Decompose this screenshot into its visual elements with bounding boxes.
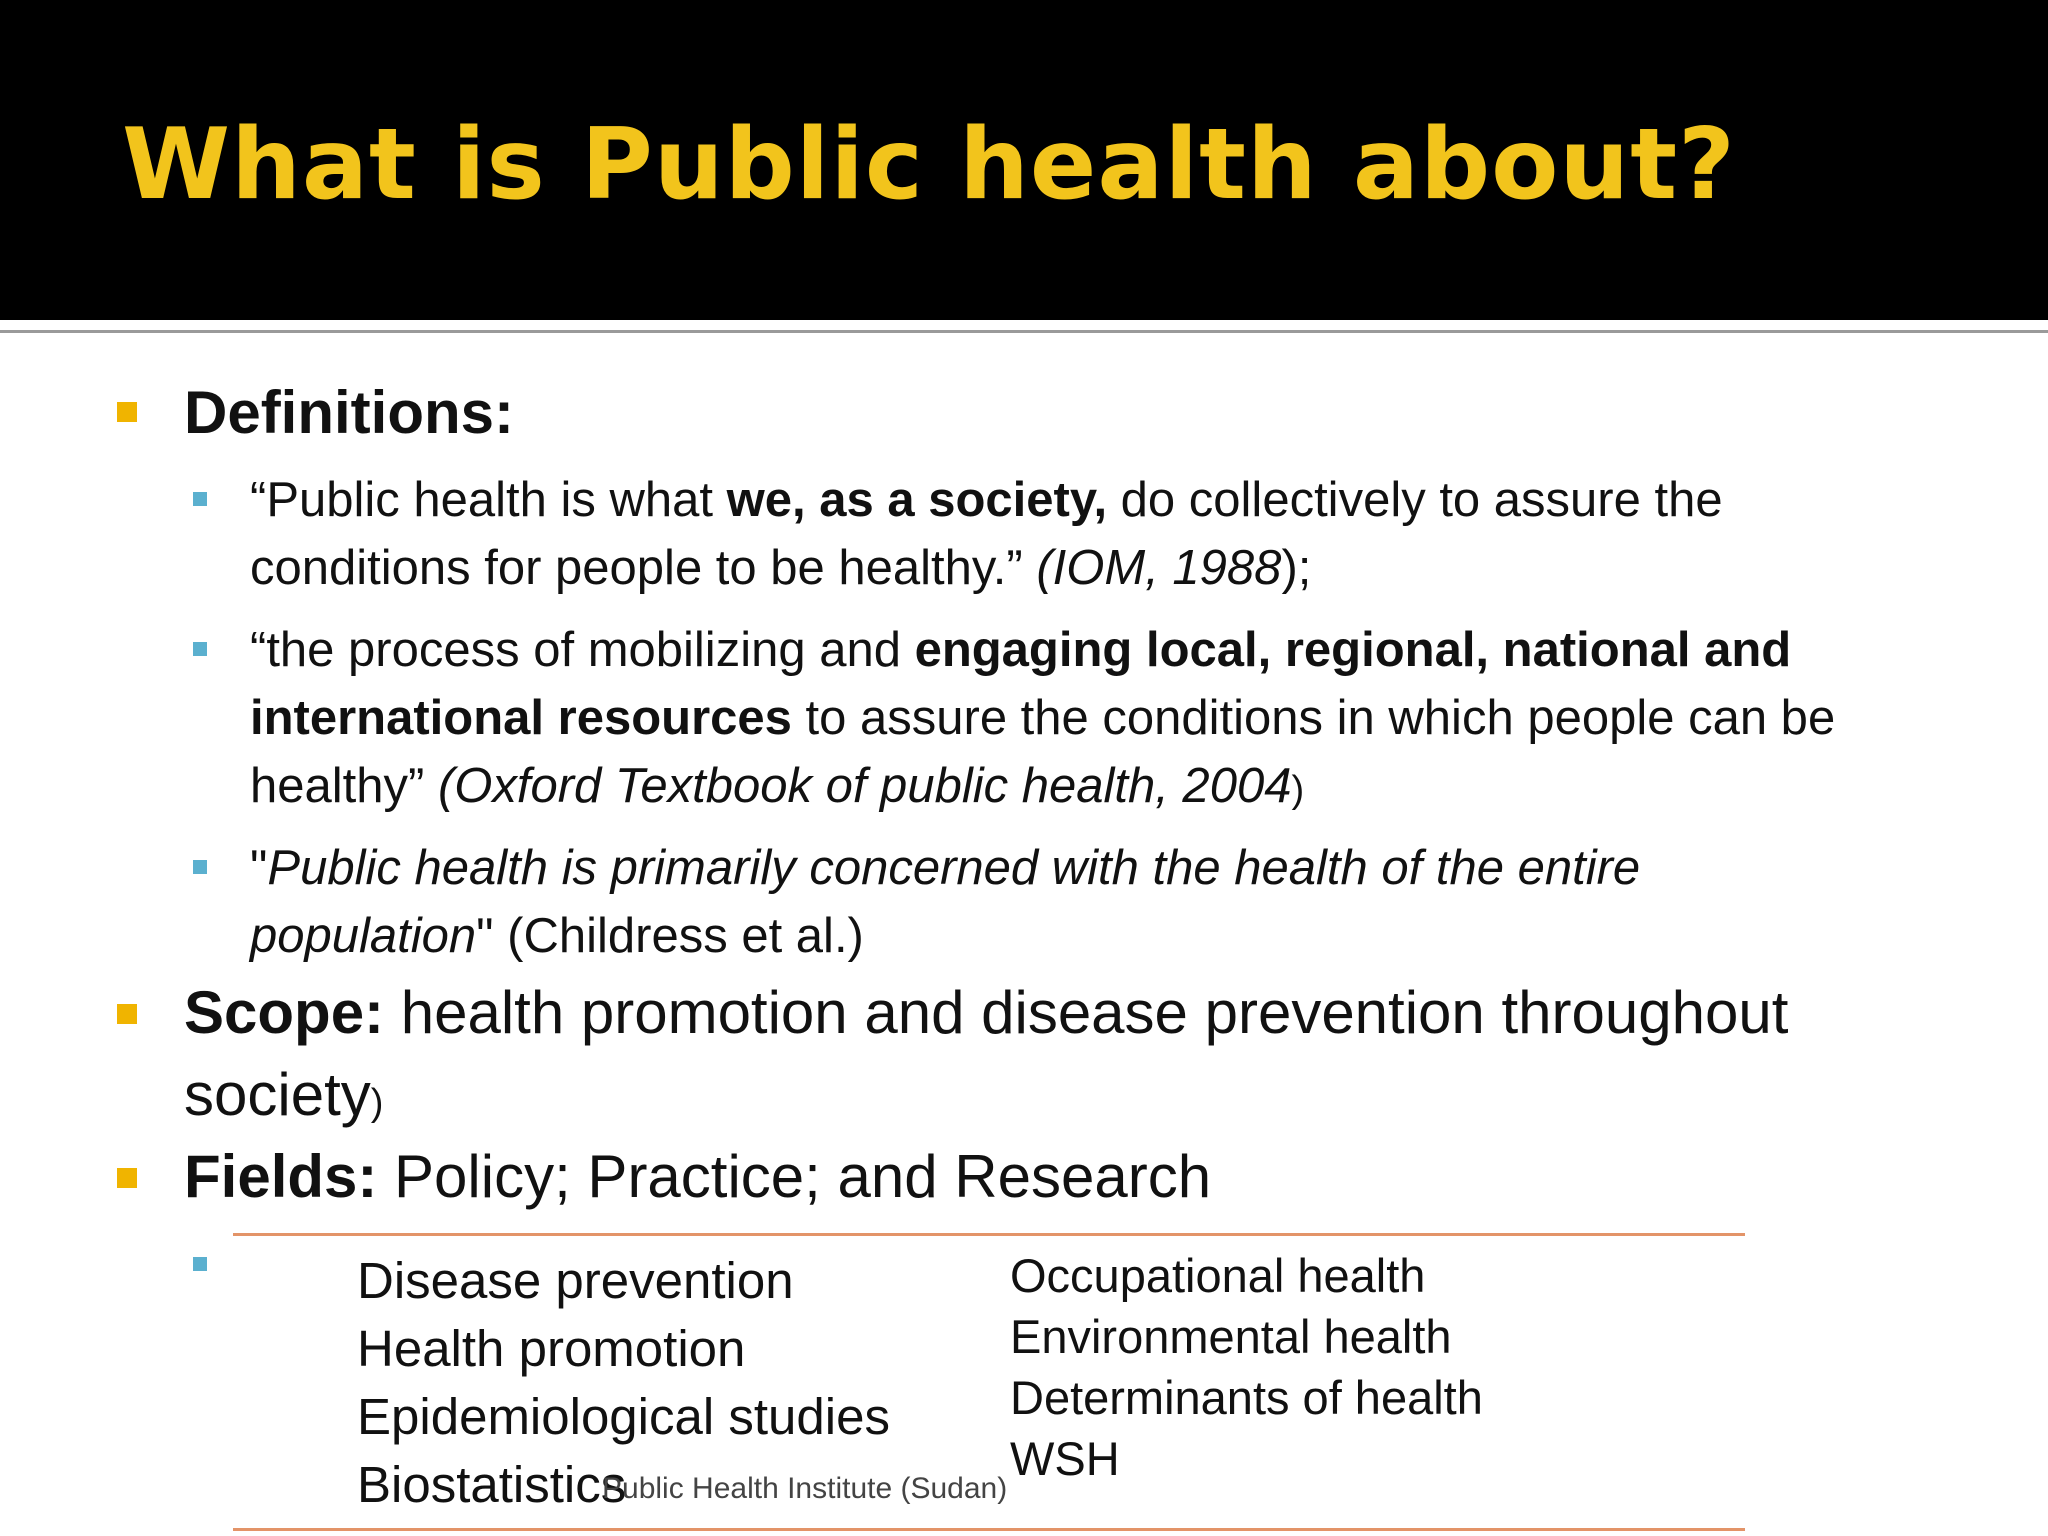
fields-table-right-column — [1010, 1245, 1483, 1489]
table-cell: Epidemiological studies — [357, 1388, 890, 1445]
definition-line: healthy” (Oxford Textbook of public health, 2004) — [250, 759, 1305, 813]
definition-oxford — [250, 616, 1950, 824]
definition-childress — [250, 834, 1950, 970]
table-cell: Disease prevention — [357, 1252, 794, 1309]
bullet-square-icon — [117, 1004, 137, 1024]
definition-line: population" (Childress et al.) — [250, 909, 864, 963]
sub-bullet-icon — [193, 860, 207, 874]
fields-line: Fields: Policy; Practice; and Research — [184, 1143, 1212, 1210]
definition-iom — [250, 466, 1950, 602]
table-cell: Health promotion — [357, 1320, 746, 1377]
definitions-label: Definitions: — [184, 379, 514, 446]
table-bottom-border — [233, 1528, 1745, 1531]
table-cell: WSH — [1010, 1432, 1120, 1485]
definition-line: conditions for people to be healthy.” (IOM, 1988); — [250, 541, 1312, 595]
title-divider — [0, 330, 2048, 333]
sub-bullet-icon — [193, 642, 207, 656]
scope-item — [184, 972, 1788, 1144]
table-cell: Determinants of health — [1010, 1371, 1483, 1424]
definition-line: "Public health is primarily concerned with the health of the entire — [250, 841, 1641, 895]
table-cell: Biostatistics — [357, 1456, 627, 1513]
slide-title: What is Public health about? — [122, 108, 1736, 222]
sub-bullet-icon — [193, 1257, 207, 1271]
bullet-square-icon — [117, 402, 137, 422]
definition-line: “Public health is what we, as a society, do collectively to assure the — [250, 473, 1723, 527]
fields-item — [184, 1136, 1211, 1218]
title-bar — [0, 0, 2048, 320]
sub-bullet-icon — [193, 492, 207, 506]
bullet-square-icon — [117, 1168, 137, 1188]
slide-footer: Public Health Institute (Sudan) — [602, 1472, 1008, 1505]
table-top-border — [233, 1233, 1745, 1236]
definition-line: international resources to assure the conditions in which people can be — [250, 691, 1836, 745]
table-cell: Occupational health — [1010, 1249, 1426, 1302]
scope-line: society) — [184, 1061, 384, 1128]
definitions-heading — [184, 372, 514, 454]
table-cell: Environmental health — [1010, 1310, 1452, 1363]
scope-line: Scope: health promotion and disease prevention throughout — [184, 979, 1789, 1046]
definition-line: “the process of mobilizing and engaging local, regional, national and — [250, 623, 1792, 677]
